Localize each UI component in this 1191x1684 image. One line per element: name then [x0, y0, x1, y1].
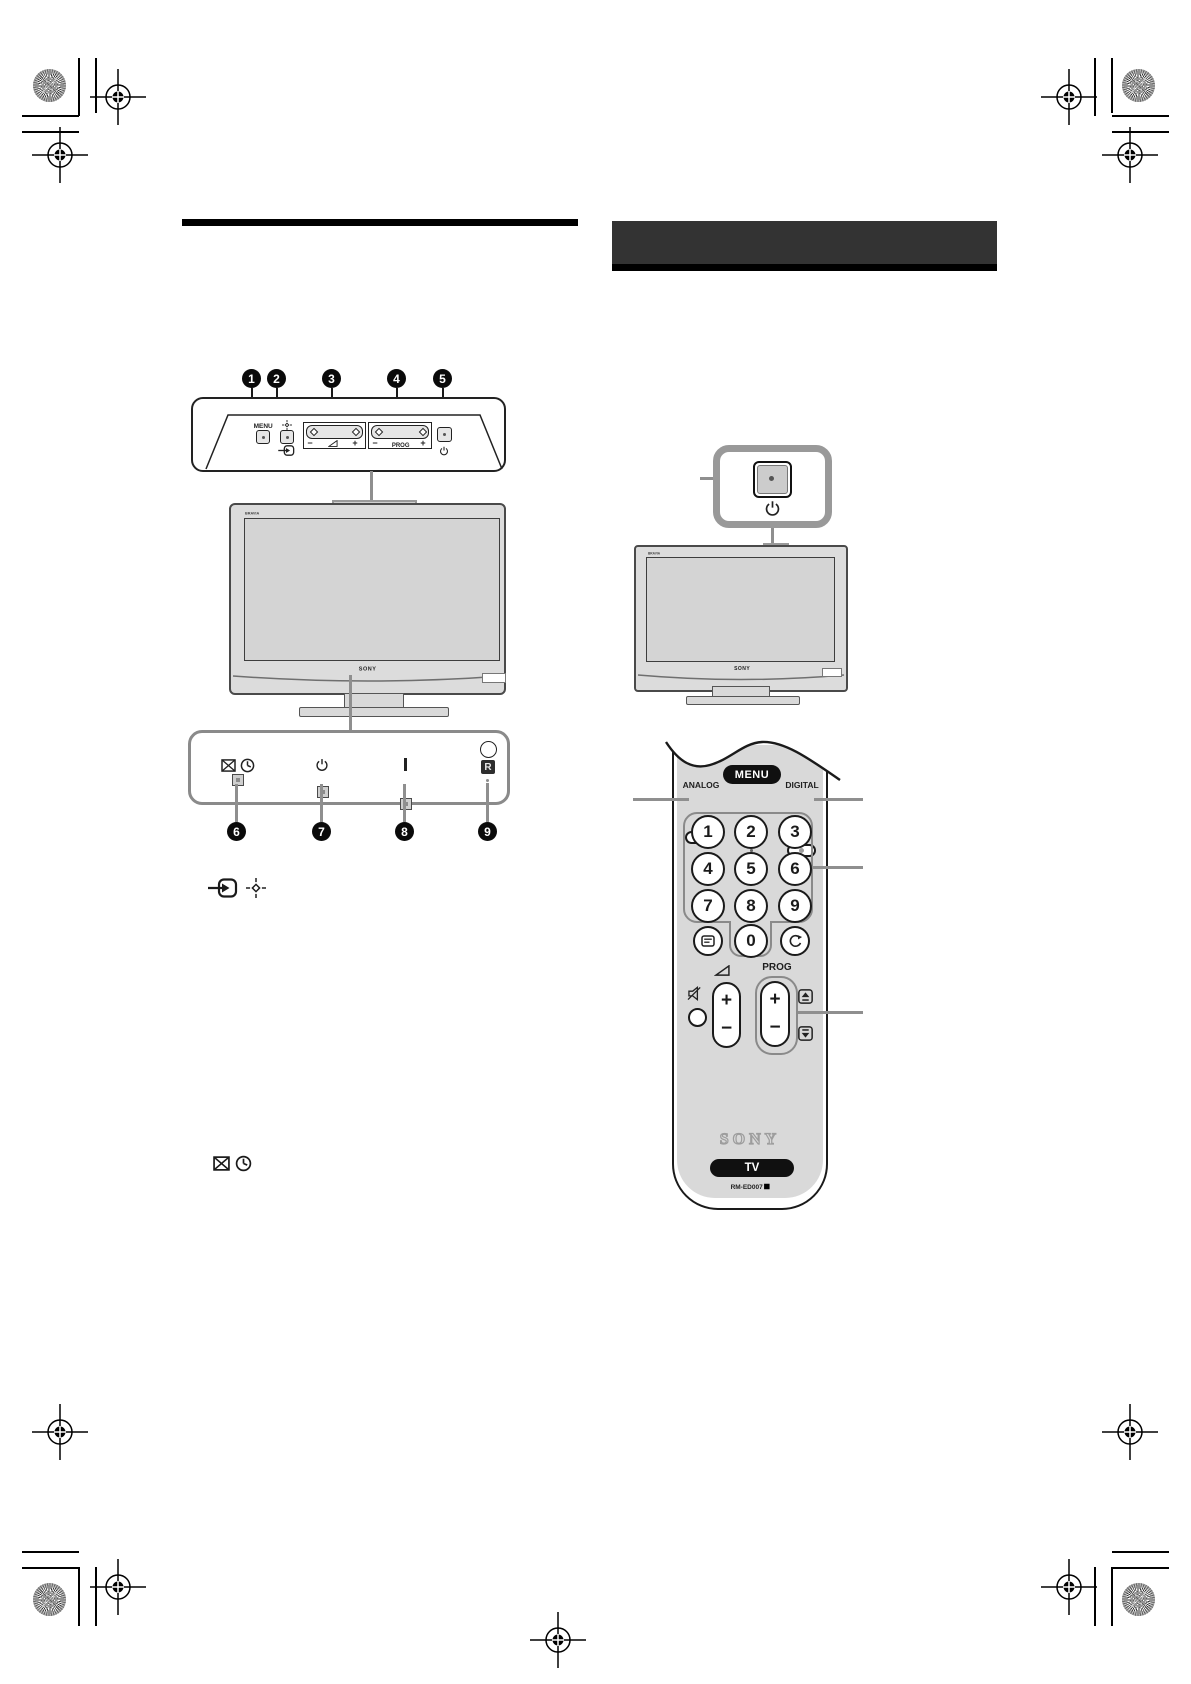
- callout-3: 3: [322, 369, 341, 388]
- tactile-dot: [750, 849, 753, 852]
- digit-6-button: 6: [778, 852, 812, 886]
- callout-1: 1: [242, 369, 261, 388]
- teletext-icon: [701, 935, 715, 947]
- trim-mark: [1094, 1567, 1096, 1626]
- digit-0-button: 0: [734, 924, 768, 958]
- button-dot: [443, 433, 446, 436]
- digit-4-button: 4: [691, 852, 725, 886]
- print-target-icon: [88, 1557, 148, 1617]
- volume-rocker: [712, 982, 741, 1048]
- print-target-icon: [1039, 67, 1099, 127]
- standby-indicator: [317, 786, 329, 798]
- trim-mark: [78, 1567, 80, 1626]
- trim-mark: [1094, 58, 1096, 116]
- digit-2-button: 2: [734, 815, 768, 849]
- section-rule: [182, 219, 578, 226]
- remote-sony-logo: SONY: [719, 1131, 781, 1148]
- sensor-dot: [486, 779, 489, 782]
- digit-1-button: 1: [691, 815, 725, 849]
- prog-label: PROG: [762, 962, 792, 973]
- tv-bottom-seam: [636, 671, 846, 685]
- callout-7: 7: [312, 822, 331, 841]
- trim-mark: [1111, 58, 1113, 113]
- prog-plus: +: [769, 989, 781, 1010]
- trim-mark: [1111, 1567, 1113, 1626]
- remote-model-label: RM-ED007: [700, 1179, 800, 1194]
- trim-mark: [22, 1551, 79, 1553]
- print-target-icon: [528, 1610, 588, 1670]
- section-banner: [612, 221, 997, 264]
- digit-9-button: 9: [778, 889, 812, 923]
- power-icon: [764, 500, 781, 517]
- callout-8: 8: [395, 822, 414, 841]
- trim-mark: [22, 115, 79, 117]
- picture-off-icon: [221, 759, 236, 772]
- light-sensor: [480, 741, 497, 758]
- trim-mark: [95, 58, 97, 113]
- standby-icon: [315, 758, 329, 772]
- remote-tv-badge: TV: [710, 1159, 794, 1177]
- callout-leader: [235, 784, 238, 822]
- tv-sony-logo: SONY: [358, 666, 377, 672]
- callout-leader: [798, 1011, 863, 1014]
- page-down-icon: [798, 1026, 813, 1041]
- analog-label: ANALOG: [682, 780, 720, 790]
- callout-2: 2: [267, 369, 286, 388]
- indicator-led: [236, 778, 240, 782]
- prog-plus-label: +: [420, 438, 426, 448]
- print-target-icon: [1100, 125, 1160, 185]
- input-select-icon: [208, 878, 238, 898]
- previous-channel-button: [780, 926, 810, 956]
- print-target-icon: [88, 67, 148, 127]
- top-panel-input-button: [280, 430, 294, 444]
- volume-icon: [328, 440, 338, 447]
- button-dot: [262, 436, 265, 439]
- input-select-icon: [278, 445, 295, 456]
- callout-leader: [633, 798, 689, 801]
- teletext-button: [693, 926, 723, 956]
- tv-sony-logo: SONY: [734, 665, 751, 672]
- trim-mark: [95, 1567, 97, 1626]
- volume-plus: +: [720, 990, 733, 1011]
- tv-indicator-strip: [822, 668, 842, 677]
- digital-label: DIGITAL: [785, 780, 819, 790]
- prog-label: PROG: [391, 441, 410, 449]
- volume-minus-label: −: [307, 438, 313, 448]
- button-dot: [286, 436, 289, 439]
- power-icon: [439, 446, 449, 456]
- digit-5-button: 5: [734, 852, 768, 886]
- digit-8-button: 8: [734, 889, 768, 923]
- button-dot: [769, 476, 774, 481]
- model-mark-icon: [764, 1184, 770, 1190]
- print-pinwheel-icon: [1122, 69, 1155, 102]
- volume-minus: −: [720, 1018, 733, 1039]
- callout-9: 9: [478, 822, 497, 841]
- top-panel-power-button: [437, 427, 452, 442]
- prog-minus: −: [769, 1017, 781, 1038]
- top-panel-menu-label: MENU: [253, 421, 273, 430]
- digit-7-button: 7: [691, 889, 725, 923]
- tv-bravia-badge: BRAVIA: [648, 551, 661, 556]
- return-icon: [788, 934, 803, 949]
- trim-mark: [22, 1567, 79, 1569]
- callout-leader: [814, 798, 863, 801]
- tv-stand-base: [299, 707, 449, 717]
- tv-indicator-strip: [482, 673, 506, 683]
- digit-3-button: 3: [778, 815, 812, 849]
- timer-icon: [235, 1155, 252, 1172]
- callout-leader: [320, 784, 323, 822]
- ok-icon: [281, 420, 293, 430]
- mute-icon: [687, 986, 704, 1001]
- tv-bottom-seam: [230, 671, 506, 687]
- callout-leader: [403, 784, 406, 822]
- volume-icon: [714, 965, 731, 976]
- prog-rocker: [760, 981, 790, 1047]
- tv-stand-base: [686, 696, 800, 705]
- volume-plus-label: +: [352, 438, 358, 448]
- trim-mark: [1112, 115, 1169, 117]
- callout-leader: [812, 866, 863, 869]
- trim-mark: [1112, 1567, 1169, 1569]
- print-target-icon: [1039, 1557, 1099, 1617]
- tv-screen: [244, 518, 500, 661]
- connector-line: [370, 471, 373, 502]
- print-target-icon: [30, 125, 90, 185]
- callout-4: 4: [387, 369, 406, 388]
- print-pinwheel-icon: [33, 69, 66, 102]
- prog-minus-label: −: [372, 438, 378, 448]
- pictureoff-timer-indicator: [232, 774, 244, 786]
- tv-bravia-badge: BRAVIA: [245, 510, 260, 516]
- connector-line: [349, 675, 352, 731]
- trim-mark: [78, 58, 80, 116]
- print-target-icon: [30, 1402, 90, 1462]
- power-on-icon: [404, 758, 407, 771]
- tv-screen: [646, 557, 835, 662]
- callout-6: 6: [227, 822, 246, 841]
- remote-sensor-icon: R: [481, 760, 495, 774]
- round-button: [688, 1008, 707, 1027]
- print-pinwheel-icon: [33, 1583, 66, 1616]
- trim-mark: [22, 131, 79, 133]
- section-banner-underline: [612, 264, 997, 271]
- page-up-icon: [798, 989, 813, 1004]
- timer-icon: [240, 758, 255, 773]
- print-pinwheel-icon: [1122, 1583, 1155, 1616]
- ok-icon: [246, 878, 266, 898]
- trim-mark: [1112, 1551, 1169, 1553]
- callout-5: 5: [433, 369, 452, 388]
- callout-leader: [486, 783, 489, 822]
- picture-off-icon: [213, 1156, 230, 1171]
- trim-mark: [1112, 131, 1169, 133]
- print-target-icon: [1100, 1402, 1160, 1462]
- power-indicator: [400, 798, 412, 810]
- remote-menu-button: MENU: [723, 765, 781, 784]
- top-panel-menu-button: [256, 430, 270, 444]
